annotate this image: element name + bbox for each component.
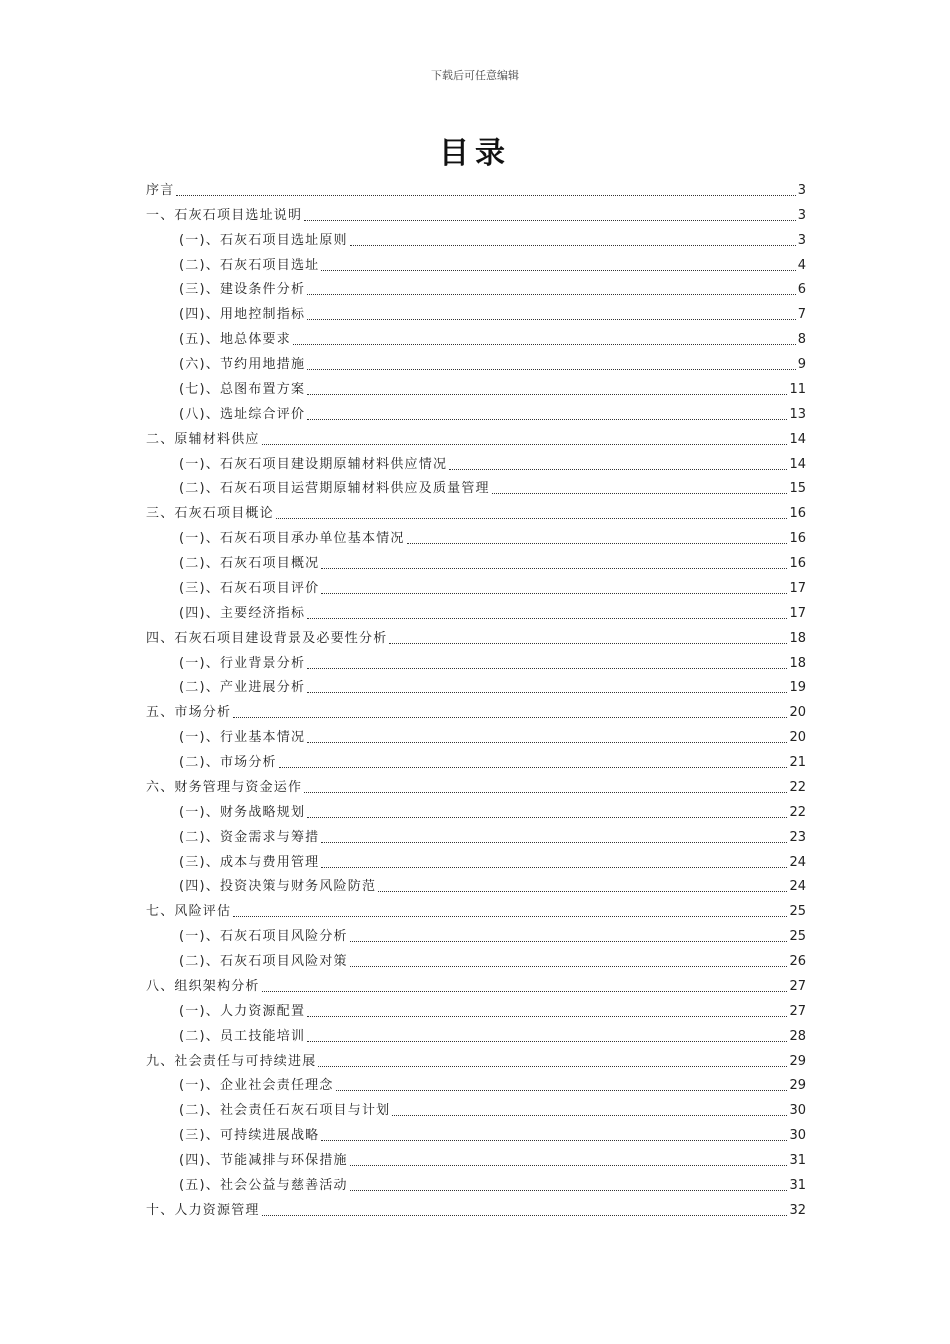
toc-dot-leader (321, 568, 787, 569)
toc-entry[interactable] (146, 747, 806, 772)
toc-dot-leader (304, 220, 796, 221)
toc-entry-label: 九、社会责任与可持续进展 (146, 1053, 317, 1069)
toc-entry[interactable] (146, 697, 806, 722)
toc-dot-leader (307, 1041, 787, 1042)
toc-entry-label: (二)、产业进展分析 (179, 680, 306, 696)
toc-entry-label: (二)、石灰石项目运营期原辅材料供应及质量管理 (179, 481, 490, 497)
toc-entry-label: (二)、资金需求与筹措 (179, 829, 320, 845)
toc-entry-label: 五、市场分析 (146, 705, 232, 721)
toc-dot-leader (350, 1165, 788, 1166)
toc-entry-label: (三)、成本与费用管理 (179, 854, 320, 870)
toc-dot-leader (336, 1090, 788, 1091)
toc-entry[interactable] (146, 1170, 806, 1195)
toc-entry-label: (二)、市场分析 (179, 755, 277, 770)
toc-entry-page: 21 (789, 755, 806, 770)
toc-dot-leader (293, 344, 796, 345)
toc-entry[interactable] (146, 623, 806, 648)
toc-entry-label: (一)、石灰石项目建设期原辅材料供应情况 (179, 456, 448, 472)
toc-entry-label: 六、财务管理与资金运作 (146, 779, 303, 795)
toc-entry-label: 二、原辅材料供应 (146, 431, 260, 447)
toc-entry-page: 20 (789, 730, 806, 746)
toc-entry[interactable] (146, 1120, 806, 1145)
toc-entry[interactable] (146, 225, 806, 250)
toc-entry-page: 25 (789, 929, 806, 945)
toc-dot-leader (304, 792, 787, 793)
toc-entry-label: (七)、总图布置方案 (179, 381, 306, 397)
toc-entry[interactable] (146, 498, 806, 523)
toc-entry-page: 4 (797, 257, 806, 273)
toc-dot-leader (307, 817, 787, 818)
toc-entry-page: 17 (789, 605, 806, 621)
toc-entry[interactable] (146, 1195, 806, 1220)
toc-entry-label: (四)、主要经济指标 (179, 605, 306, 621)
toc-entry-page: 3 (797, 182, 806, 198)
page-title: 目录 (439, 136, 511, 171)
toc-entry-page: 24 (789, 879, 806, 895)
toc-dot-leader (350, 966, 788, 967)
toc-entry-page: 18 (789, 630, 806, 646)
toc-entry-label: 三、石灰石项目概论 (146, 506, 274, 522)
toc-entry-label: (三)、可持续进展战略 (179, 1128, 320, 1144)
toc-entry[interactable] (146, 971, 806, 996)
toc-entry-label: 八、组织架构分析 (146, 978, 260, 994)
toc-entry-page: 29 (789, 1078, 806, 1094)
toc-entry[interactable] (146, 1046, 806, 1071)
toc-entry[interactable] (146, 250, 806, 275)
toc-dot-leader (307, 419, 787, 420)
toc-entry-label: (二)、石灰石项目风险对策 (179, 954, 348, 969)
toc-entry-label: 十、人力资源管理 (146, 1202, 260, 1218)
toc-dot-leader (321, 593, 787, 594)
toc-entry[interactable] (146, 822, 806, 847)
toc-entry-page: 30 (789, 1128, 806, 1144)
toc-dot-leader (233, 717, 787, 718)
toc-entry[interactable] (146, 374, 806, 399)
toc-entry-label: 七、风险评估 (146, 904, 232, 920)
toc-dot-leader (307, 742, 787, 743)
toc-entry-page: 25 (789, 904, 806, 920)
toc-entry-page: 16 (789, 531, 806, 547)
toc-entry-page: 31 (789, 1153, 806, 1168)
toc-entry[interactable] (146, 896, 806, 921)
toc-entry[interactable] (146, 523, 806, 548)
toc-entry[interactable] (146, 921, 806, 946)
toc-entry-label: (一)、企业社会责任理念 (179, 1078, 334, 1094)
toc-entry-page: 27 (789, 978, 806, 994)
toc-entry[interactable] (146, 399, 806, 424)
toc-entry[interactable] (146, 1071, 806, 1096)
toc-entry[interactable] (146, 424, 806, 449)
toc-entry-label: (二)、社会责任石灰石项目与计划 (179, 1103, 391, 1119)
toc-entry-page: 19 (789, 680, 806, 696)
toc-entry-page: 13 (789, 406, 806, 422)
toc-dot-leader (389, 643, 787, 644)
toc-entry-label: (四)、投资决策与财务风险防范 (179, 879, 377, 895)
table-of-contents (146, 175, 806, 1220)
toc-dot-leader (378, 891, 787, 892)
toc-entry-label: (四)、节能减排与环保措施 (179, 1153, 348, 1168)
toc-entry-label: (三)、石灰石项目评价 (179, 580, 320, 596)
toc-dot-leader (321, 842, 787, 843)
toc-entry[interactable] (146, 772, 806, 797)
toc-entry-label: (一)、行业基本情况 (179, 730, 306, 746)
toc-entry[interactable] (146, 946, 806, 971)
toc-dot-leader (307, 692, 787, 693)
toc-entry-page: 17 (789, 580, 806, 596)
toc-dot-leader (350, 245, 796, 246)
toc-entry[interactable] (146, 648, 806, 673)
toc-dot-leader (307, 294, 796, 295)
toc-entry-page: 15 (789, 481, 806, 497)
toc-dot-leader (407, 543, 788, 544)
toc-entry[interactable] (146, 1095, 806, 1120)
toc-dot-leader (392, 1115, 787, 1116)
toc-dot-leader (449, 469, 787, 470)
toc-entry-page: 6 (797, 282, 806, 298)
toc-entry[interactable] (146, 573, 806, 598)
toc-entry[interactable] (146, 349, 806, 374)
toc-entry-label: (一)、财务战略规划 (179, 804, 306, 820)
toc-entry[interactable] (146, 797, 806, 822)
toc-entry-page: 18 (789, 655, 806, 671)
toc-entry-page: 22 (789, 804, 806, 820)
toc-entry-label: (一)、人力资源配置 (179, 1003, 306, 1019)
toc-entry-label: (三)、建设条件分析 (179, 282, 306, 298)
toc-entry[interactable] (146, 324, 806, 349)
toc-entry-label: (八)、选址综合评价 (179, 406, 306, 422)
toc-entry-page: 31 (789, 1177, 806, 1193)
toc-entry-page: 32 (789, 1202, 806, 1218)
toc-dot-leader (262, 1215, 788, 1216)
toc-entry-label: (五)、地总体要求 (179, 332, 291, 348)
toc-entry-label: (一)、石灰石项目风险分析 (179, 929, 348, 945)
toc-dot-leader (307, 618, 787, 619)
toc-entry[interactable] (146, 673, 806, 698)
toc-entry-page: 11 (789, 381, 806, 397)
toc-entry-page: 20 (789, 705, 806, 721)
toc-entry-label: (一)、石灰石项目选址原则 (179, 232, 348, 248)
toc-entry-page: 24 (789, 854, 806, 870)
toc-dot-leader (262, 991, 788, 992)
toc-dot-leader (176, 195, 795, 196)
toc-entry-page: 14 (789, 456, 806, 472)
toc-dot-leader (321, 867, 787, 868)
toc-entry-page: 27 (789, 1003, 806, 1019)
toc-dot-leader (307, 1016, 787, 1017)
toc-entry-page: 22 (789, 779, 806, 795)
toc-dot-leader (350, 941, 788, 942)
toc-entry-label: (二)、员工技能培训 (179, 1028, 306, 1044)
toc-dot-leader (307, 369, 796, 370)
toc-dot-leader (321, 270, 795, 271)
toc-dot-leader (307, 394, 787, 395)
toc-entry[interactable] (146, 200, 806, 225)
toc-entry-label: (二)、石灰石项目概况 (179, 556, 320, 571)
toc-entry[interactable] (146, 722, 806, 747)
toc-entry-page: 7 (797, 307, 806, 323)
toc-entry[interactable] (146, 474, 806, 499)
toc-dot-leader (233, 916, 787, 917)
toc-entry-page: 28 (789, 1028, 806, 1044)
toc-entry[interactable] (146, 598, 806, 623)
toc-entry-page: 16 (789, 506, 806, 522)
toc-entry-label: (一)、行业背景分析 (179, 655, 306, 671)
toc-entry[interactable] (146, 1145, 806, 1170)
toc-entry[interactable] (146, 847, 806, 872)
toc-entry[interactable] (146, 299, 806, 324)
toc-entry[interactable] (146, 449, 806, 474)
toc-entry-page: 29 (789, 1053, 806, 1069)
toc-dot-leader (350, 1190, 788, 1191)
toc-dot-leader (307, 319, 796, 320)
toc-dot-leader (279, 767, 788, 768)
toc-entry-page: 26 (789, 954, 806, 969)
toc-entry-label: 序言 (146, 182, 175, 198)
toc-entry[interactable] (146, 548, 806, 573)
toc-entry-label: (六)、节约用地措施 (179, 357, 306, 372)
toc-entry-page: 16 (789, 556, 806, 571)
toc-entry-label: 一、石灰石项目选址说明 (146, 207, 303, 223)
toc-dot-leader (492, 493, 788, 494)
toc-dot-leader (276, 518, 788, 519)
header-note: 下载后可任意编辑 (431, 69, 519, 82)
toc-dot-leader (307, 668, 787, 669)
toc-dot-leader (262, 444, 788, 445)
toc-entry-page: 30 (789, 1103, 806, 1119)
toc-entry[interactable] (146, 872, 806, 897)
toc-entry-page: 9 (797, 357, 806, 372)
toc-dot-leader (318, 1066, 787, 1067)
toc-entry-label: (五)、社会公益与慈善活动 (179, 1177, 348, 1193)
toc-entry-page: 3 (797, 232, 806, 248)
toc-entry-page: 8 (797, 332, 806, 348)
toc-entry-label: (四)、用地控制指标 (179, 307, 306, 323)
toc-entry[interactable] (146, 996, 806, 1021)
toc-dot-leader (321, 1140, 787, 1141)
toc-entry-page: 23 (789, 829, 806, 845)
toc-entry-label: (二)、石灰石项目选址 (179, 257, 320, 273)
toc-entry[interactable] (146, 275, 806, 300)
toc-entry-page: 14 (789, 431, 806, 447)
toc-entry-label: 四、石灰石项目建设背景及必要性分析 (146, 630, 388, 646)
toc-entry-label: (一)、石灰石项目承办单位基本情况 (179, 531, 405, 547)
toc-entry[interactable] (146, 1021, 806, 1046)
toc-entry[interactable] (146, 175, 806, 200)
toc-entry-page: 3 (797, 207, 806, 223)
